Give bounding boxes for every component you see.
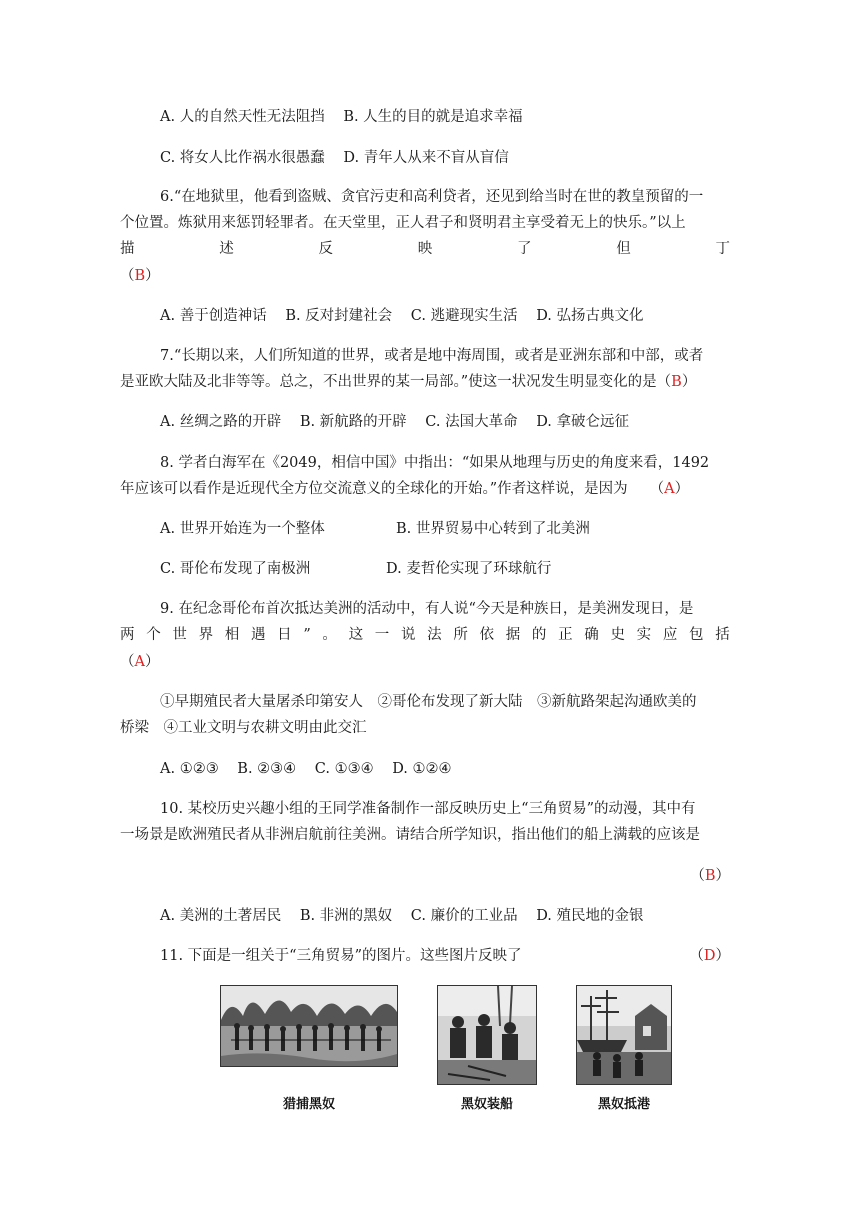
q9-stem-word: 据 <box>505 627 521 643</box>
q10-stem-line-2: 一场景是欧洲殖民者从非洲启航前往美洲。请结合所学知识，指出他们的船上满载的应该是 <box>120 827 700 843</box>
q9-stem-word: 两 <box>120 627 135 643</box>
q8-option-a: A. 世界开始连为一个整体 <box>160 521 325 537</box>
q8-options-row-2 <box>160 556 730 582</box>
q6-answer: B <box>134 268 146 284</box>
q10-option-d: D. 殖民地的金银 <box>536 908 644 924</box>
q9-option-a: A. ①②③ <box>160 761 219 777</box>
q7-option-d: D. 拿破仑远征 <box>536 414 630 430</box>
slave-loading-illustration <box>437 985 537 1085</box>
q9-stem-word: 正 <box>558 627 573 643</box>
q10-option-c: C. 廉价的工业品 <box>410 908 518 924</box>
q6-stem-line-1: 6.“在地狱里，他看到盗贼、贪官污吏和高利贷者，还见到给当时在世的教皇预留的一 <box>160 189 704 205</box>
q8-option-c: C. 哥伦布发现了南极洲 <box>160 561 311 577</box>
q6-option-b: B. 反对封建社会 <box>285 308 393 324</box>
q7-options <box>160 409 730 435</box>
q6-stem-word: 反 <box>318 241 333 257</box>
q9-stem-word: 史 <box>610 627 625 643</box>
figure-slave-arrival <box>576 985 672 1115</box>
q7-stem-line-1: 7.“长期以来，人们所知道的世界，或者是地中海周围，或者是亚洲东部和中部，或者 <box>160 348 704 364</box>
q9-stem-word: 说 <box>400 627 416 643</box>
q9-stem-word: 。 <box>322 627 337 643</box>
caption-slave-loading: 黑奴装船 <box>460 1097 513 1112</box>
q9-stem-line-1: 9. 在纪念哥伦布首次抵达美洲的活动中，有人说“今天是种族日，是美洲发现日，是 <box>160 601 694 617</box>
q5-options-row-2 <box>160 145 730 171</box>
q7-option-c: C. 法国大革命 <box>425 414 518 430</box>
q9-stem-word: 日 <box>277 627 292 643</box>
q6-stem-line-2: 个位置。炼狱用来惩罚轻罪者。在天堂里，正人君子和贤明君主享受着无上的快乐。”以上 <box>120 215 686 231</box>
q9-stem-word: 括 <box>715 627 730 643</box>
q9-stem-word: 世 <box>172 627 187 643</box>
q6-stem-word: 但 <box>616 241 631 257</box>
q8-option-b: B. 世界贸易中心转到了北美洲 <box>396 521 590 537</box>
q9-stem-word: 包 <box>689 627 704 643</box>
q9-stem-word: 相 <box>224 627 240 643</box>
q8-option-d: D. 麦哲伦实现了环球航行 <box>386 561 552 577</box>
q9-stem-word: 这 <box>348 627 364 643</box>
q7-stem-line-2: 是亚欧大陆及北非等等。总之，不出世界的某一局部。”使这一状况发生明显变化的是（B） <box>120 374 697 390</box>
q9-option-d: D. ①②④ <box>392 761 452 777</box>
q9-answer-bracket: （A） <box>120 654 160 670</box>
q5-option-c: C. 将女人比作祸水很愚蠢 <box>160 150 325 166</box>
q9-option-c: C. ①③④ <box>314 761 374 777</box>
q10-answer-bracket: （B） <box>690 868 730 884</box>
q9-stem-line-2 <box>120 622 730 648</box>
figure-slave-hunting <box>220 985 398 1115</box>
q6-answer-bracket: （B） <box>120 268 160 284</box>
caption-slave-hunting: 猎捕黑奴 <box>282 1097 335 1112</box>
q9-answer: A <box>134 654 145 670</box>
q9-items-line-1: ①早期殖民者大量屠杀印第安人 ②哥伦布发现了新大陆 ③新航路架起沟通欧美的 <box>160 694 697 710</box>
q9-stem-word: ” <box>303 627 311 643</box>
q6-stem-word: 描 <box>120 241 135 257</box>
q8-stem-line-2: 年应该可以看作是近现代全方位交流意义的全球化的开始。”作者这样说，是因为 （A） <box>120 481 690 497</box>
q10-answer: B <box>704 868 716 884</box>
q6-option-d: D. 弘扬古典文化 <box>536 308 644 324</box>
q8-answer: A <box>664 481 675 497</box>
q5-options-row-1 <box>160 104 730 130</box>
slave-arrival-illustration <box>576 985 672 1085</box>
q9-stem-word: 应 <box>662 627 678 643</box>
q11-stem-line-1: 11. 下面是一组关于“三角贸易”的图片。这些图片反映了 （D） <box>160 948 730 964</box>
q8-options-row-1 <box>160 516 730 542</box>
q7-option-b: B. 新航路的开辟 <box>299 414 407 430</box>
q7-answer: B <box>671 374 682 390</box>
q6-stem-word: 映 <box>417 241 433 257</box>
figure-slave-loading <box>437 985 537 1115</box>
q9-options <box>160 756 730 782</box>
q9-option-b: B. ②③④ <box>237 761 297 777</box>
q9-stem-word: 一 <box>374 627 390 643</box>
q6-stem-word: 丁 <box>715 241 730 257</box>
q6-stem-line-3 <box>120 236 730 262</box>
slave-hunting-illustration <box>220 985 398 1067</box>
q7-option-a: A. 丝绸之路的开辟 <box>160 414 282 430</box>
q9-stem-word: 确 <box>584 627 599 643</box>
q9-stem-word: 实 <box>636 627 652 643</box>
q10-stem-line-1: 10. 某校历史兴趣小组的王同学准备制作一部反映历史上“三角贸易”的动漫，其中有 <box>160 801 696 817</box>
q6-option-c: C. 逃避现实生活 <box>410 308 518 324</box>
q5-option-a: A. 人的自然天性无法阻挡 <box>160 109 325 125</box>
q6-stem-word: 述 <box>219 241 234 257</box>
q8-stem-line-1: 8. 学者白海军在《2049，相信中国》中指出：“如果从地理与历史的角度来看，1492 <box>160 455 710 471</box>
q9-stem-word: 依 <box>479 627 495 643</box>
q6-stem-word: 了 <box>517 241 532 257</box>
q9-items-line-2: 桥梁 ④工业文明与农耕文明由此交汇 <box>120 720 367 736</box>
q10-options <box>160 903 730 929</box>
q9-stem-word: 法 <box>427 627 442 643</box>
q6-option-a: A. 善于创造神话 <box>160 308 267 324</box>
q5-option-b: B. 人生的目的就是追求幸福 <box>343 109 523 125</box>
q9-stem-word: 个 <box>146 627 161 643</box>
q5-option-d: D. 青年人从来不盲从盲信 <box>343 150 509 166</box>
caption-slave-arrival: 黑奴抵港 <box>597 1097 650 1112</box>
q9-stem-word: 的 <box>531 627 547 643</box>
q10-option-a: A. 美洲的土著居民 <box>160 908 282 924</box>
q6-options <box>160 303 730 329</box>
q9-stem-word: 界 <box>198 627 214 643</box>
q10-option-b: B. 非洲的黑奴 <box>299 908 393 924</box>
q11-answer: D <box>703 948 716 964</box>
q9-stem-word: 遇 <box>250 627 266 643</box>
q9-stem-word: 所 <box>453 627 468 643</box>
